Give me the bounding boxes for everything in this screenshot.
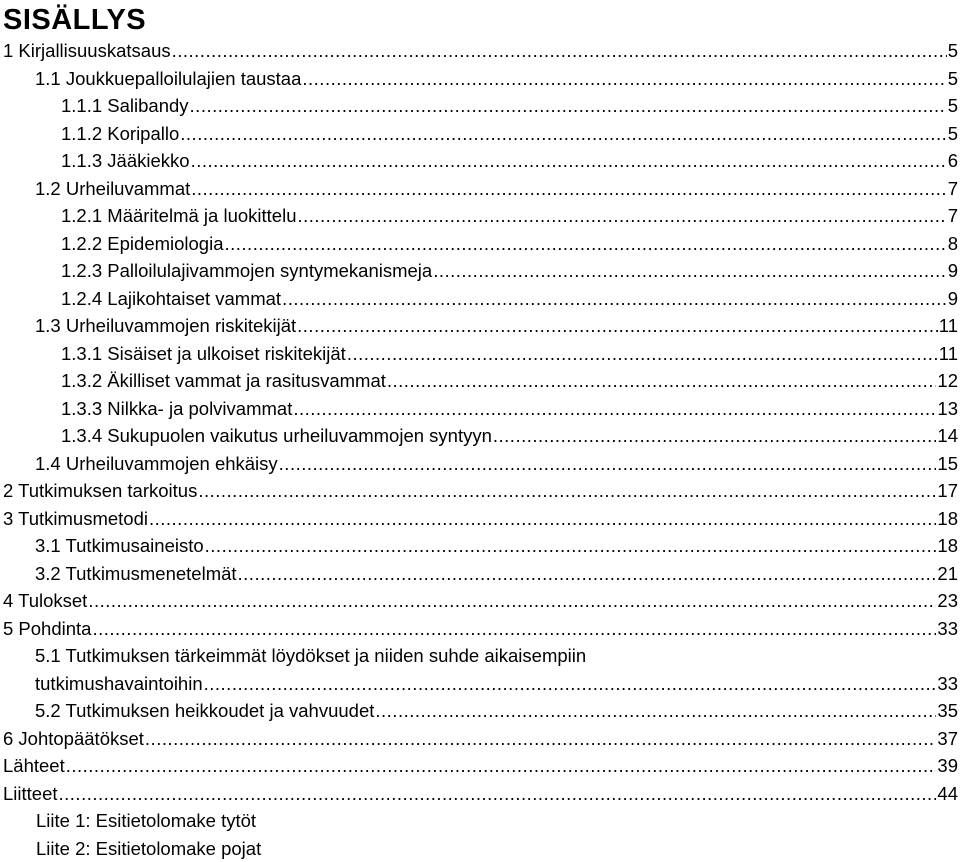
toc-entry-page: 11 [939,340,958,368]
toc-entry-label: 5.2 Tutkimuksen heikkoudet ja vahvuudet [35,697,374,725]
toc-entry-page: 18 [937,505,958,533]
toc-leader-dots [59,780,937,808]
toc-entry[interactable] [0,422,960,450]
toc-leader-dots [198,477,936,505]
toc-entry-page: 15 [937,450,958,478]
toc-entry-page: 17 [937,477,958,505]
toc-leader-dots [302,65,946,93]
toc-entry-label: 1.3 Urheiluvammojen riskitekijät [35,312,296,340]
toc-entry-label: 1.2.2 Epidemiologia [61,230,224,258]
toc-entry[interactable] [0,147,960,175]
toc-entry[interactable] [0,340,960,368]
toc-entry[interactable] [0,532,960,560]
toc-entry-label: 1.3.2 Äkilliset vammat ja rasitusvammat [61,367,386,395]
toc-entry-label: Liitteet [3,780,58,808]
toc-entry-page: 23 [937,587,958,615]
toc-entry-label: 1.3.4 Sukupuolen vaikutus urheiluvammojen syntyyn [61,422,492,450]
toc-entry-label: 1 Kirjallisuuskatsaus [3,37,171,65]
toc-entry[interactable] [0,120,960,148]
toc-leader-dots [145,725,937,753]
toc-entry-label: 1.1.1 Salibandy [61,92,189,120]
toc-entry-page: 33 [937,670,958,698]
toc-leader-dots [493,422,937,450]
toc-entry-label: 1.1.2 Koripallo [61,120,179,148]
toc-entry[interactable] [0,65,960,93]
toc-entry-label: Liite 2: Esitietolomake pojat [36,835,261,862]
toc-entry-label: 1.2.4 Lajikohtaiset vammat [61,285,281,313]
toc-entry-page: 8 [948,230,958,258]
toc-entry-page: 44 [937,780,958,808]
toc-entry[interactable] [0,560,960,588]
toc-entry-label: 6 Johtopäätökset [3,725,144,753]
toc-leader-dots [190,92,947,120]
toc-leader-dots [66,752,937,780]
toc-entry-label: 5.1 Tutkimuksen tärkeimmät löydökset ja niiden suhde aikaisempiin [35,642,586,670]
toc-entry[interactable] [0,257,960,285]
toc-leader-dots [180,120,946,148]
toc-entry-page: 7 [948,202,958,230]
toc-entry[interactable] [0,780,960,808]
toc-entry[interactable] [0,175,960,203]
toc-entry[interactable] [0,477,960,505]
toc-entry-page: 7 [948,175,958,203]
toc-entry-page: 35 [937,697,958,725]
toc-entry-page: 18 [937,532,958,560]
toc-leader-dots [191,175,946,203]
toc-entry-label: 4 Tulokset [3,587,87,615]
toc-leader-dots [387,367,937,395]
toc-entry-page: 5 [948,37,958,65]
toc-entry-page: 9 [948,257,958,285]
toc-leader-dots [92,615,936,643]
toc-entry-label: 1.3.1 Sisäiset ja ulkoiset riskitekijät [61,340,346,368]
toc-entry[interactable] [0,697,960,725]
toc-entry[interactable] [0,202,960,230]
toc-entry[interactable] [0,725,960,753]
toc-entry[interactable] [0,615,960,643]
toc-entry[interactable] [0,37,960,65]
toc-entry-page: 5 [948,92,958,120]
toc-entry-label: 1.1.3 Jääkiekko [61,147,190,175]
toc-entry-page: 5 [948,65,958,93]
toc-entry[interactable] [0,312,960,340]
toc-entry-page: 37 [937,725,958,753]
toc-entry-label: 1.4 Urheiluvammojen ehkäisy [35,450,278,478]
toc-entry[interactable] [0,450,960,478]
toc-entry-label: tutkimushavaintoihin [35,670,203,698]
toc-leader-dots [279,450,937,478]
toc-entry-page: 21 [937,560,958,588]
toc-entry-page: 33 [937,615,958,643]
toc-entry-label: 3.2 Tutkimusmenetelmät [35,560,237,588]
toc-entry-label: 1.1 Joukkuepalloilulajien taustaa [35,65,301,93]
toc-leader-dots [149,505,936,533]
page-title: SISÄLLYS [3,3,146,37]
toc-entry-page: 12 [937,367,958,395]
toc-entry-page: 13 [937,395,958,423]
toc-entry[interactable] [0,752,960,780]
toc-entry-label: 1.2.3 Palloilulajivammojen syntymekanismeja [61,257,432,285]
toc-entry[interactable] [0,92,960,120]
toc-entry-page: 39 [937,752,958,780]
toc-leader-dots [204,670,937,698]
toc-leader-dots [347,340,938,368]
toc-entry[interactable] [0,587,960,615]
toc-entry[interactable] [0,505,960,533]
toc-entry[interactable] [0,807,960,835]
toc-entry[interactable] [0,367,960,395]
toc-entry-label: 3.1 Tutkimusaineisto [35,532,204,560]
toc-leader-dots [282,285,947,313]
toc-leader-dots [375,697,936,725]
toc-entry-label: 1.3.3 Nilkka- ja polvivammat [61,395,292,423]
table-of-contents [0,37,960,862]
toc-entry-page: 5 [948,120,958,148]
toc-entry-label: Liite 1: Esitietolomake tytöt [36,807,256,835]
toc-leader-dots [293,395,936,423]
toc-leader-dots [238,560,937,588]
toc-entry[interactable] [0,642,960,670]
toc-leader-dots [297,312,938,340]
toc-entry[interactable] [0,670,960,698]
toc-entry[interactable] [0,285,960,313]
toc-entry[interactable] [0,230,960,258]
toc-leader-dots [225,230,947,258]
toc-entry-page: 6 [948,147,958,175]
toc-leader-dots [205,532,937,560]
toc-entry-page: 9 [948,285,958,313]
toc-entry-label: 1.2 Urheiluvammat [35,175,190,203]
toc-entry-label: Lähteet [3,752,65,780]
toc-entry[interactable] [0,395,960,423]
toc-entry-page: 14 [937,422,958,450]
toc-entry-label: 1.2.1 Määritelmä ja luokittelu [61,202,296,230]
toc-entry-page: 11 [939,312,958,340]
toc-leader-dots [172,37,947,65]
toc-entry-label: 2 Tutkimuksen tarkoitus [3,477,197,505]
toc-leader-dots [433,257,947,285]
toc-leader-dots [297,202,946,230]
toc-entry[interactable] [0,835,960,862]
toc-entry-label: 3 Tutkimusmetodi [3,505,148,533]
toc-leader-dots [88,587,936,615]
toc-leader-dots [191,147,947,175]
toc-entry-label: 5 Pohdinta [3,615,91,643]
